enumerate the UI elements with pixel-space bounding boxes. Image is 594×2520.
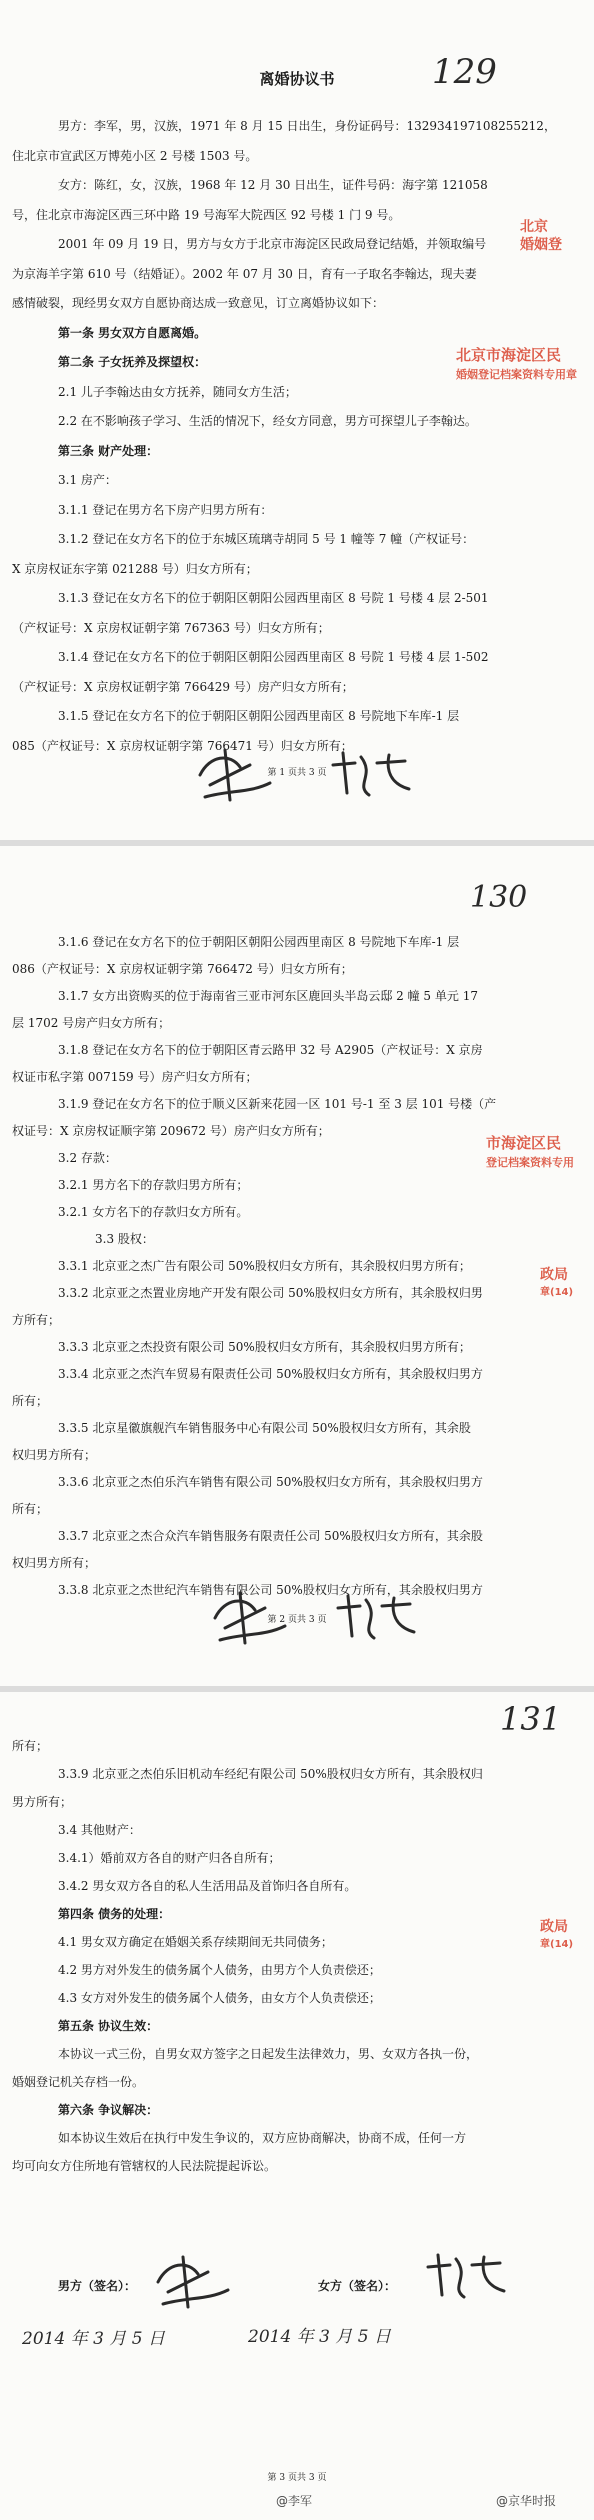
handwritten-page-number: 129 — [432, 52, 497, 92]
body-line: 第六条 争议解决： — [58, 2103, 159, 2117]
signature-man — [148, 2252, 238, 2312]
body-line: 086（产权证号：X 京房权证朝字第 766472 号）归女方所有； — [12, 962, 353, 976]
body-line: 4.2 男方对外发生的债务属个人债务，由男方个人负责偿还； — [58, 1963, 381, 1977]
body-line: 3.1.8 登记在女方名下的位于朝阳区青云路甲 32 号 A2905（产权证号：X 京房 — [58, 1043, 483, 1057]
body-line: 3.1.3 登记在女方名下的位于朝阳区朝阳公园西里南区 8 号院 1 号楼 4 层 2-501 — [58, 591, 489, 605]
red-stamp-band — [456, 346, 577, 384]
body-line: 权归男方所有； — [12, 1556, 97, 1570]
body-line: 3.3.5 北京星徽旗舰汽车销售服务中心有限公司 50%股权归女方所有，其余股 — [58, 1421, 471, 1435]
body-line: 2.2 在不影响孩子学习、生活的情况下，经女方同意，男方可探望儿子李翰达。 — [58, 414, 477, 428]
body-line: 第五条 协议生效： — [58, 2019, 159, 2033]
body-line: 3.3.9 北京亚之杰伯乐旧机动车经纪有限公司 50%股权归女方所有，其余股权归 — [58, 1767, 483, 1781]
body-line: 3.3.8 北京亚之杰世纪汽车销售有限公司 50%股权归女方所有，其余股权归男方 — [58, 1583, 483, 1597]
body-line: 3.1.9 登记在女方名下的位于顺义区新来花园一区 101 号-1 至 3 层 101 号楼（产 — [58, 1097, 497, 1111]
body-line: 3.3 股权： — [95, 1232, 154, 1246]
body-line: 男方：李军，男，汉族，1971 年 8 月 15 日出生，身份证码号：132934197108255212， — [58, 119, 556, 133]
red-stamp-small — [540, 1918, 573, 1954]
body-line: 层 1702 号房产归女方所有； — [12, 1016, 171, 1030]
body-line: 本协议一式三份，自男女双方签字之日起发生法律效力，男、女双方各执一份， — [58, 2047, 479, 2061]
body-line: 3.3.2 北京亚之杰置业房地产开发有限公司 50%股权归女方所有，其余股权归男 — [58, 1286, 483, 1300]
handwritten-date-woman: 2014 年 3 月 5 日 — [248, 2327, 391, 2347]
body-line: 3.4.1）婚前双方各自的财产归各自所有； — [58, 1851, 281, 1865]
body-line: 3.1.6 登记在女方名下的位于朝阳区朝阳公园西里南区 8 号院地下车库-1 层 — [58, 935, 460, 949]
body-line: 均可向女方住所地有管辖权的人民法院提起诉讼。 — [12, 2159, 277, 2173]
stamp-text: 市海淀区民 — [486, 1134, 562, 1152]
stamp-text: 婚姻登 — [520, 237, 562, 253]
body-line: 所有； — [12, 1502, 49, 1516]
body-line: 3.3.4 北京亚之杰汽车贸易有限责任公司 50%股权归女方所有，其余股权归男方 — [58, 1367, 483, 1381]
body-line: （产权证号：X 京房权证朝字第 767363 号）归女方所有； — [12, 621, 330, 635]
body-line: 3.1 房产： — [58, 473, 117, 487]
page-number: 第 3 页共 3 页 — [267, 2473, 327, 2483]
body-line: 所有； — [12, 1394, 49, 1408]
body-line: 2.1 儿子李翰达由女方抚养，随同女方生活； — [58, 385, 297, 399]
body-line: 第一条 男女双方自愿离婚。 — [58, 326, 207, 340]
document-title: 离婚协议书 — [259, 70, 335, 88]
body-line: X 京房权证东字第 021288 号）归女方所有； — [12, 562, 258, 576]
body-line: （产权证号：X 京房权证朝字第 766429 号）房产归女方所有； — [12, 680, 354, 694]
signature-woman — [420, 2247, 510, 2307]
red-stamp-top — [520, 218, 562, 254]
body-line: 方所有； — [12, 1313, 61, 1327]
page-number: 第 1 页共 3 页 — [267, 768, 327, 778]
body-line: 第四条 债务的处理： — [58, 1907, 171, 1921]
signature-man — [205, 1588, 295, 1648]
document-page-1 — [0, 0, 594, 840]
weibo-watermark-source: @京华时报 — [496, 2494, 557, 2508]
body-line: 3.2.1 女方名下的存款归女方所有。 — [58, 1205, 249, 1219]
sign-label-woman: 女方（签名）： — [318, 2279, 397, 2293]
body-line: 3.1.2 登记在女方名下的位于东城区琉璃寺胡同 5 号 1 幢等 7 幢（产权证号： — [58, 532, 475, 546]
body-line: 3.1.1 登记在男方名下房产归男方所有： — [58, 503, 273, 517]
body-line: 3.3.6 北京亚之杰伯乐汽车销售有限公司 50%股权归女方所有，其余股权归男方 — [58, 1475, 483, 1489]
body-line: 3.1.4 登记在女方名下的位于朝阳区朝阳公园西里南区 8 号院 1 号楼 4 层 1-502 — [58, 650, 489, 664]
body-line: 3.2 存款： — [58, 1151, 117, 1165]
body-line: 第三条 财产处理： — [58, 444, 159, 458]
stamp-text: 政局 — [540, 1267, 568, 1283]
body-line: 号，住北京市海淀区西三环中路 19 号海军大院西区 92 号楼 1 门 9 号。 — [12, 208, 401, 222]
document-page-3 — [0, 1692, 594, 2520]
sign-label-man: 男方（签名）： — [58, 2279, 137, 2293]
body-line: 男方所有； — [12, 1795, 73, 1809]
body-line: 4.3 女方对外发生的债务属个人债务，由女方个人负责偿还； — [58, 1991, 381, 2005]
body-line: 085（产权证号：X 京房权证朝字第 766471 号）归女方所有； — [12, 739, 353, 753]
body-line: 3.2.1 男方名下的存款归男方所有； — [58, 1178, 249, 1192]
body-line: 2001 年 09 月 19 日，男方与女方于北京市海淀区民政局登记结婚，并领取编号 — [58, 237, 487, 251]
page-number: 第 2 页共 3 页 — [267, 1615, 327, 1625]
body-line: 第二条 子女抚养及探望权： — [58, 355, 207, 369]
body-line: 3.1.7 女方出资购买的位于海南省三亚市河东区鹿回头半岛云邸 2 幢 5 单元 17 — [58, 989, 478, 1003]
stamp-text: 登记档案资料专用 — [486, 1156, 574, 1169]
body-line: 婚姻登记机关存档一份。 — [12, 2075, 145, 2089]
signature-woman — [325, 745, 415, 805]
body-line: 如本协议生效后在执行中发生争议的，双方应协商解决，协商不成，任何一方 — [58, 2131, 467, 2145]
stamp-text: 章(14) — [540, 1939, 574, 1950]
stamp-text: 婚姻登记档案资料专用章 — [456, 368, 577, 381]
body-line: 3.3.7 北京亚之杰合众汽车销售服务有限责任公司 50%股权归女方所有，其余股 — [58, 1529, 483, 1543]
stamp-text: 政局 — [540, 1919, 568, 1935]
body-line: 3.1.5 登记在女方名下的位于朝阳区朝阳公园西里南区 8 号院地下车库-1 层 — [58, 709, 460, 723]
handwritten-page-number: 131 — [500, 1700, 562, 1738]
handwritten-page-number: 130 — [470, 880, 528, 915]
body-line: 为京海羊字第 610 号（结婚证）。2002 年 07 月 30 日，育有一子取名李翰达，现夫妻 — [12, 267, 477, 281]
red-stamp-band — [486, 1134, 574, 1172]
signature-woman — [330, 1588, 420, 1648]
stamp-text: 北京市海淀区民 — [456, 346, 562, 364]
signature-man — [190, 745, 280, 805]
red-stamp-small — [540, 1266, 573, 1302]
body-line: 所有； — [12, 1739, 49, 1753]
handwritten-date-man: 2014 年 3 月 5 日 — [22, 2329, 165, 2349]
body-line: 感情破裂，现经男女双方自愿协商达成一致意见，订立离婚协议如下： — [12, 296, 385, 310]
stamp-text: 章(14) — [540, 1287, 574, 1298]
body-line: 3.3.1 北京亚之杰广告有限公司 50%股权归女方所有，其余股权归男方所有； — [58, 1259, 471, 1273]
body-line: 住北京市宣武区万博苑小区 2 号楼 1503 号。 — [12, 149, 258, 163]
body-line: 权归男方所有； — [12, 1448, 97, 1462]
body-line: 女方：陈红，女，汉族，1968 年 12 月 30 日出生，证件号码：海字第 121058 — [58, 178, 488, 192]
body-line: 3.3.3 北京亚之杰投资有限公司 50%股权归女方所有，其余股权归男方所有； — [58, 1340, 471, 1354]
body-line: 3.4.2 男女双方各自的私人生活用品及首饰归各自所有。 — [58, 1879, 357, 1893]
document-page-2 — [0, 846, 594, 1686]
body-line: 4.1 男女双方确定在婚姻关系存续期间无共同债务； — [58, 1935, 333, 1949]
body-line: 3.4 其他财产： — [58, 1823, 141, 1837]
stamp-text: 北京 — [520, 219, 548, 235]
body-line: 权证市私字第 007159 号）房产归女方所有； — [12, 1070, 258, 1084]
weibo-watermark-author: @李军 — [276, 2494, 313, 2508]
body-line: 权证号：X 京房权证顺字第 209672 号）房产归女方所有； — [12, 1124, 330, 1138]
